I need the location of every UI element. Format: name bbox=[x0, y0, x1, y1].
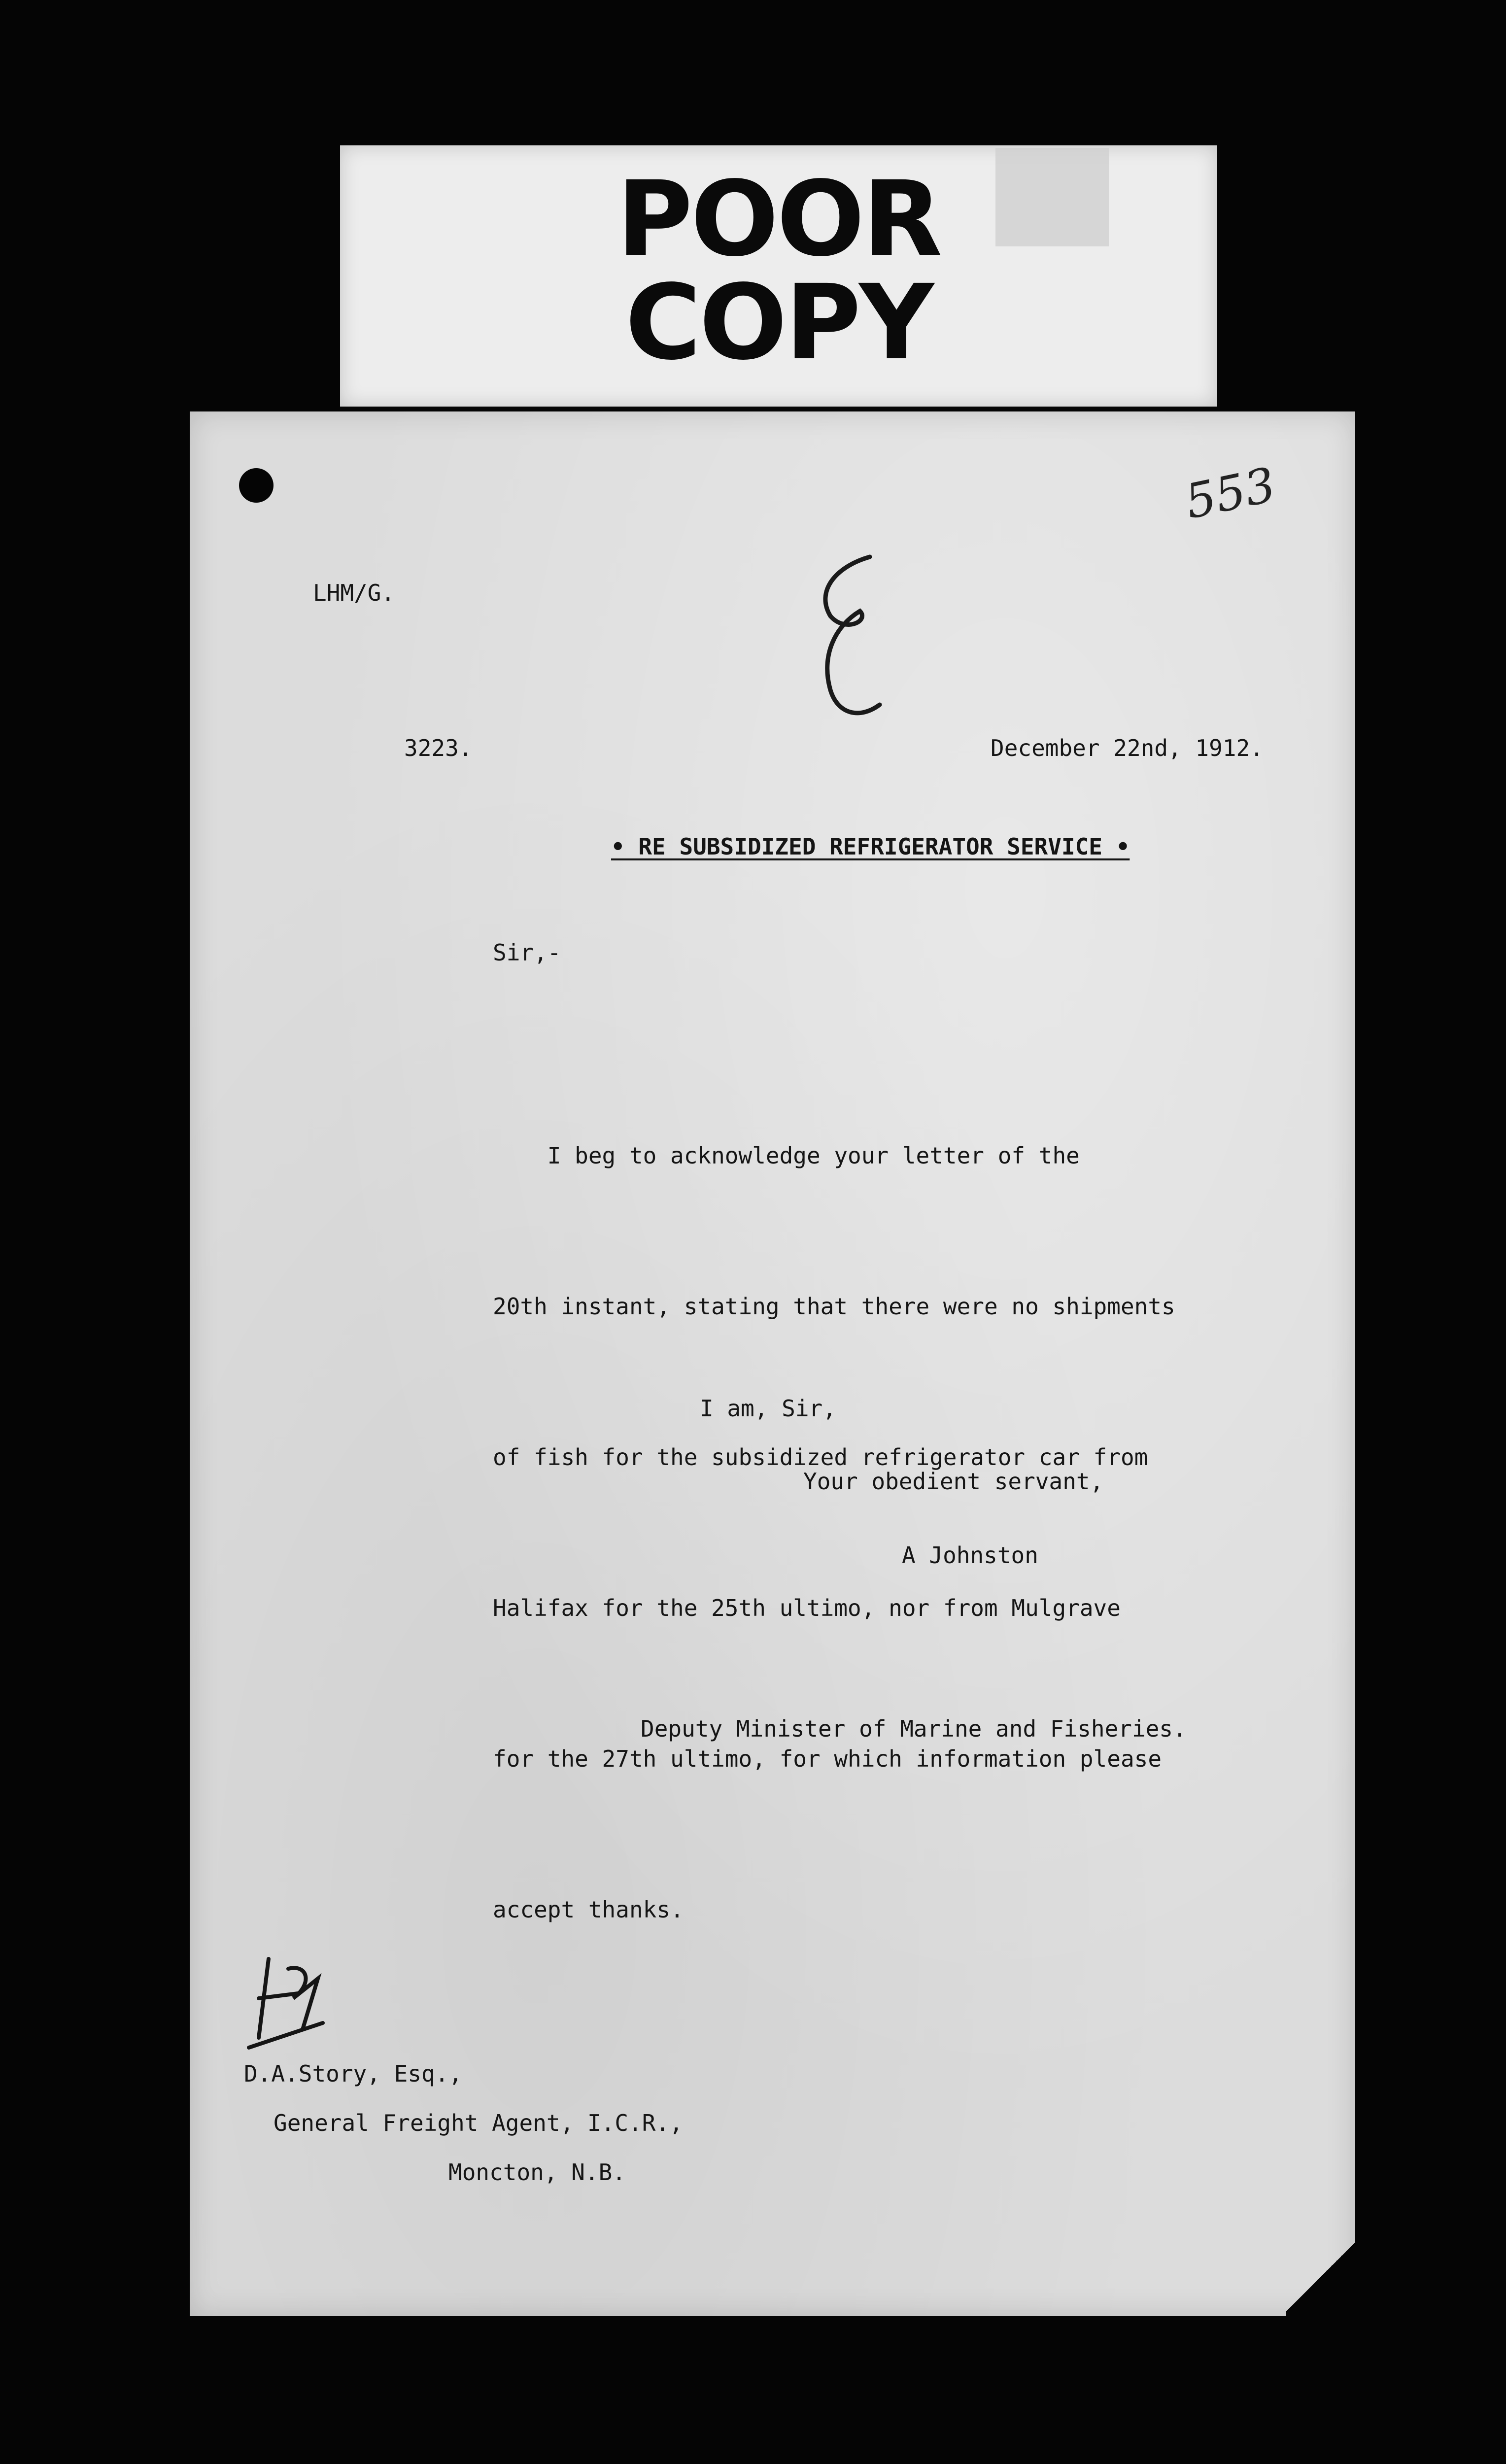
signature-name: A Johnston bbox=[902, 1542, 1038, 1569]
body-line: for the 27th ultimo, for which information please bbox=[493, 1745, 1162, 1772]
body-line: I beg to acknowledge your letter of the bbox=[493, 1142, 1080, 1169]
body-line: accept thanks. bbox=[493, 1896, 684, 1923]
salutation: Sir,- bbox=[493, 939, 561, 966]
letter-sheet bbox=[190, 411, 1355, 2316]
poor-copy-line1: POOR bbox=[616, 159, 941, 279]
punch-hole bbox=[239, 468, 274, 503]
subject-line: • RE SUBSIDIZED REFRIGERATOR SERVICE • bbox=[611, 833, 1130, 860]
closing-servant: Your obedient servant, bbox=[803, 1468, 1104, 1495]
body-line: Halifax for the 25th ultimo, nor from Mulgrave bbox=[493, 1595, 1121, 1621]
letter-body bbox=[493, 1030, 1271, 2035]
body-line: of fish for the subsidized refrigerator car from bbox=[493, 1444, 1148, 1471]
body-line: 20th instant, stating that there were no shipments bbox=[493, 1293, 1175, 1320]
closing-line: I am, Sir, bbox=[700, 1395, 836, 1422]
recipient-location: Moncton, N.B. bbox=[448, 2159, 626, 2186]
file-number: 3223. bbox=[404, 735, 473, 761]
folio-number: 553 bbox=[1180, 457, 1280, 530]
letter-date: December 22nd, 1912. bbox=[991, 735, 1264, 761]
signatory-title: Deputy Minister of Marine and Fisheries. bbox=[641, 1715, 1187, 1742]
recipient-title: General Freight Agent, I.C.R., bbox=[274, 2110, 683, 2136]
handwritten-mark-icon bbox=[796, 547, 909, 724]
initials-mark-icon bbox=[239, 1949, 338, 2062]
recipient-name: D.A.Story, Esq., bbox=[244, 2060, 463, 2087]
reference-code: LHM/G. bbox=[313, 580, 395, 606]
poor-copy-label bbox=[340, 145, 1217, 407]
poor-copy-line2: COPY bbox=[625, 262, 932, 383]
corner-curl bbox=[1286, 2237, 1355, 2316]
